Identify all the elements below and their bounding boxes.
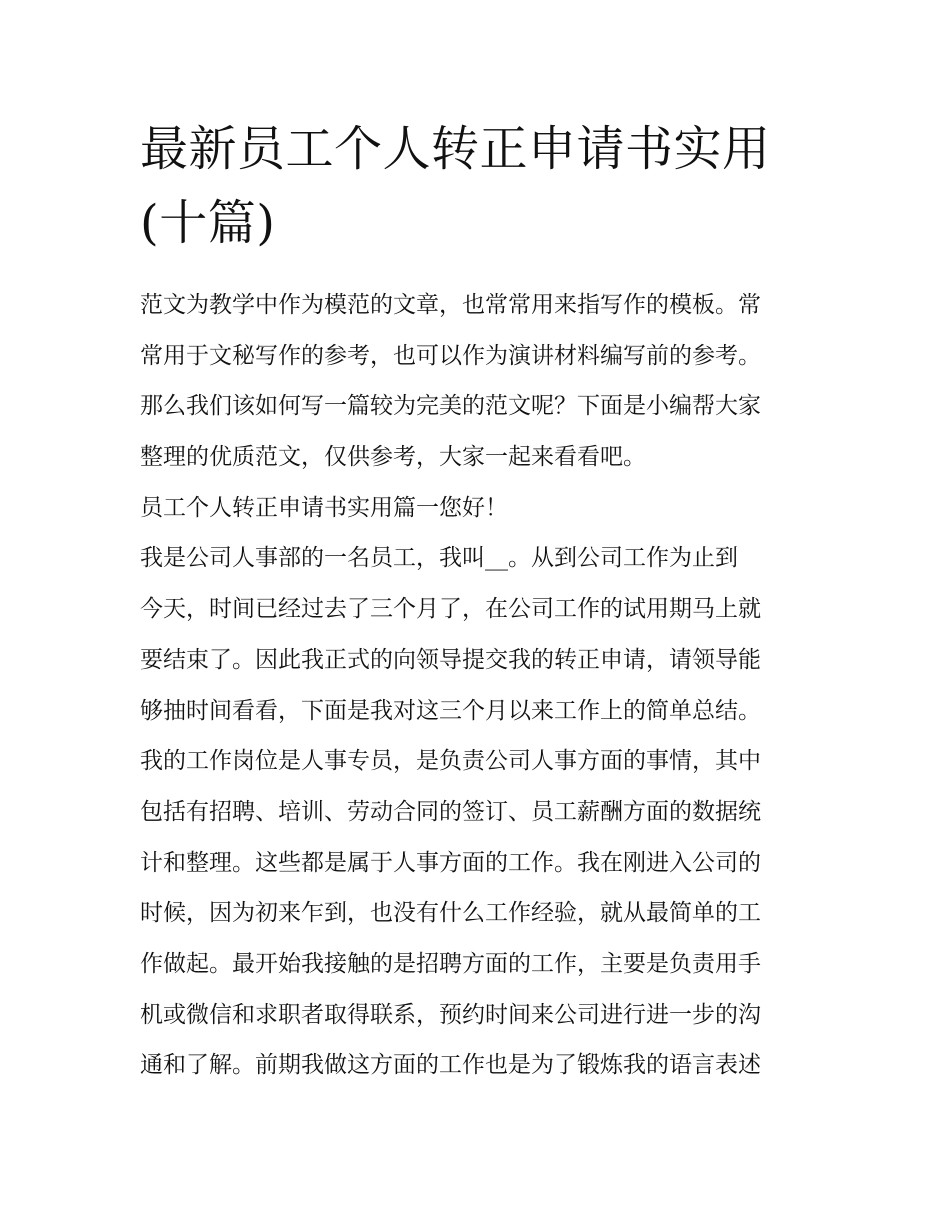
body-line: 整理的优质范文，仅供参考，大家一起来看看吧。 [140, 444, 646, 471]
body-line: 作做起。最开始我接触的是招聘方面的工作，主要是负责用手 [140, 950, 761, 977]
body-line: 那么我们该如何写一篇较为完美的范文呢？下面是小编帮大家 [140, 393, 761, 420]
body-line: 够抽时间看看，下面是我对这三个月以来工作上的简单总结。 [140, 697, 761, 724]
body-line: 要结束了。因此我正式的向领导提交我的转正申请，请领导能 [140, 646, 761, 673]
body-line: 通和了解。前期我做这方面的工作也是为了锻炼我的语言表述 [140, 1052, 761, 1079]
body-line: 机或微信和求职者取得联系，预约时间来公司进行进一步的沟 [140, 1001, 761, 1028]
body-line: 时候，因为初来乍到，也没有什么工作经验，就从最简单的工 [140, 900, 761, 927]
document-title [140, 112, 820, 260]
section-heading: 员工个人转正申请书实用篇一您好！ [140, 494, 508, 521]
body-line: 常用于文秘写作的参考，也可以作为演讲材料编写前的参考。 [140, 342, 761, 369]
body-line: 范文为教学中作为模范的文章，也常常用来指写作的模板。常 [140, 292, 761, 318]
document-body [140, 280, 820, 1091]
body-line: 计和整理。这些都是属于人事方面的工作。我在刚进入公司的 [140, 849, 761, 876]
body-line: 包括有招聘、培训、劳动合同的签订、员工薪酬方面的数据统 [140, 798, 761, 825]
body-line: 我的工作岗位是人事专员，是负责公司人事方面的事情，其中 [140, 748, 761, 775]
body-line: 今天，时间已经过去了三个月了，在公司工作的试用期马上就 [140, 596, 761, 623]
body-line: 我是公司人事部的一名员工，我叫__。从到公司工作为止到 [140, 545, 738, 572]
title-line: (十篇) [140, 195, 276, 251]
title-line: 最新员工个人转正申请书实用 [140, 121, 771, 177]
